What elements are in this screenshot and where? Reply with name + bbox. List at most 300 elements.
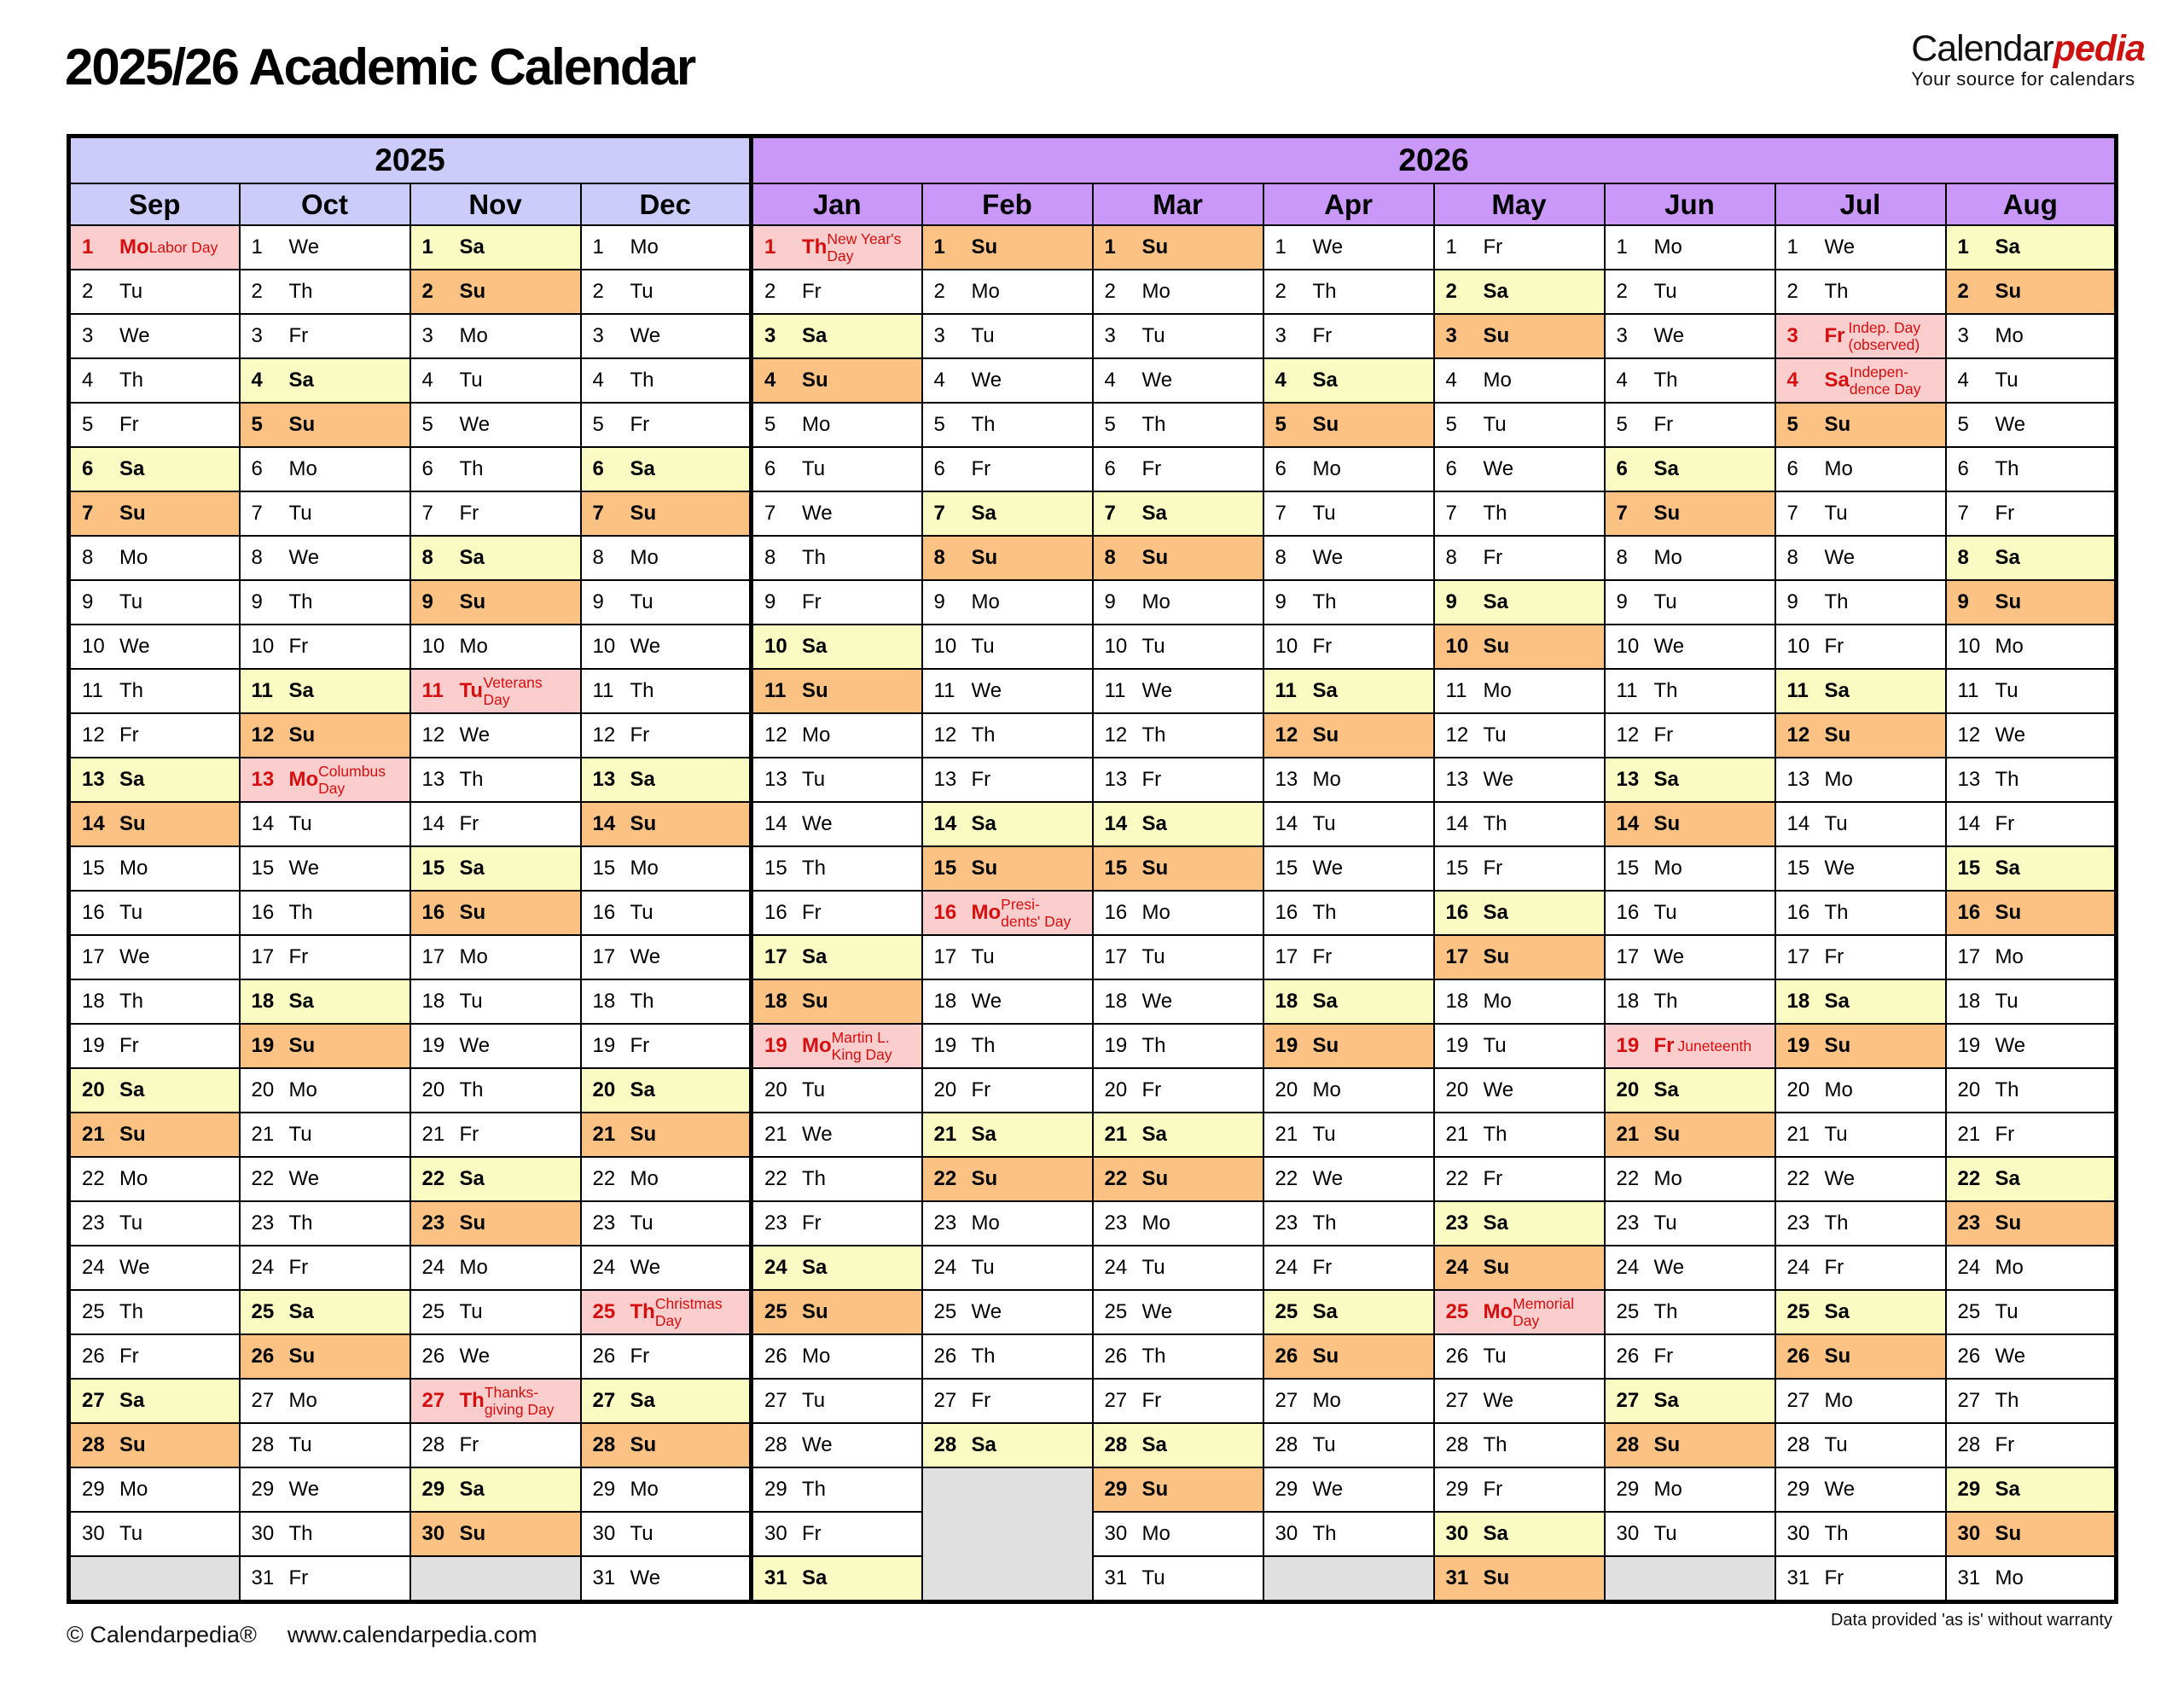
day-cell-jul-18 bbox=[1775, 979, 1946, 1024]
day-number: 24 bbox=[592, 1256, 616, 1279]
day-cell-may-13 bbox=[1434, 758, 1605, 802]
day-number: 28 bbox=[764, 1433, 787, 1456]
day-number: 3 bbox=[1104, 324, 1116, 347]
day-cell-apr-19 bbox=[1263, 1024, 1434, 1068]
weekday-label: Sa bbox=[1483, 280, 1508, 303]
holiday-label: Indepen- dence Day bbox=[1849, 363, 1921, 398]
weekday-label: Tu bbox=[1312, 812, 1336, 835]
weekday-label: Fr bbox=[288, 635, 309, 658]
day-number: 28 bbox=[1616, 1433, 1640, 1456]
day-cell-oct-25 bbox=[240, 1290, 410, 1334]
day-number: 15 bbox=[1616, 857, 1640, 880]
day-cell-oct-15 bbox=[240, 846, 410, 891]
day-cell-dec-2 bbox=[581, 270, 752, 314]
day-number: 17 bbox=[1104, 945, 1128, 968]
day-number: 2 bbox=[592, 280, 604, 303]
day-cell-nov-20 bbox=[410, 1068, 581, 1113]
day-cell-jan-25 bbox=[752, 1290, 922, 1334]
month-header-feb: Feb bbox=[922, 183, 1093, 225]
weekday-label: Mo bbox=[1141, 1522, 1170, 1545]
day-number: 4 bbox=[421, 369, 433, 392]
weekday-label: Sa bbox=[1653, 768, 1679, 791]
day-number: 14 bbox=[933, 812, 957, 835]
day-number: 29 bbox=[764, 1478, 787, 1501]
day-number: 8 bbox=[421, 546, 433, 569]
day-cell-jul-12 bbox=[1775, 713, 1946, 758]
weekday-label: Mo bbox=[119, 857, 148, 880]
day-cell-aug-16 bbox=[1946, 891, 2117, 935]
day-cell-may-3 bbox=[1434, 314, 1605, 358]
weekday-label: Tu bbox=[1141, 1566, 1165, 1589]
day-number: 24 bbox=[1786, 1256, 1810, 1279]
day-number: 12 bbox=[933, 723, 957, 747]
day-cell-sep-9 bbox=[69, 580, 240, 625]
day-number: 29 bbox=[1275, 1478, 1298, 1501]
day-cell-jun-22 bbox=[1605, 1157, 1775, 1201]
weekday-label: Sa bbox=[630, 1389, 655, 1412]
weekday-label: Sa bbox=[1995, 546, 2020, 569]
weekday-label: Tu bbox=[1483, 723, 1507, 747]
day-number: 16 bbox=[933, 901, 957, 924]
day-number: 16 bbox=[82, 901, 105, 924]
day-cell-jan-13 bbox=[752, 758, 922, 802]
day-number: 13 bbox=[1616, 768, 1640, 791]
day-number: 23 bbox=[1786, 1211, 1810, 1235]
weekday-label: Mo bbox=[971, 590, 1000, 613]
day-number: 10 bbox=[251, 635, 275, 658]
day-number: 3 bbox=[764, 324, 776, 347]
day-number: 7 bbox=[251, 502, 263, 525]
weekday-label: Su bbox=[971, 235, 998, 259]
day-cell-jan-8 bbox=[752, 536, 922, 580]
weekday-label: Tu bbox=[1483, 413, 1507, 436]
weekday-label: We bbox=[459, 1345, 491, 1368]
weekday-label: Fr bbox=[1653, 413, 1674, 436]
weekday-label: Th bbox=[1141, 1345, 1166, 1368]
weekday-label: Th bbox=[1653, 1300, 1678, 1323]
day-number: 7 bbox=[1957, 502, 1969, 525]
day-cell-jan-18 bbox=[752, 979, 922, 1024]
day-cell-jul-13 bbox=[1775, 758, 1946, 802]
day-number: 10 bbox=[592, 635, 616, 658]
weekday-label: Th bbox=[119, 369, 144, 392]
weekday-label: We bbox=[1312, 1478, 1344, 1501]
day-number: 22 bbox=[764, 1167, 787, 1190]
day-cell-feb-25 bbox=[922, 1290, 1093, 1334]
day-cell-oct-28 bbox=[240, 1423, 410, 1467]
day-number: 27 bbox=[251, 1389, 275, 1412]
day-number: 4 bbox=[1445, 369, 1457, 392]
day-cell-dec-7 bbox=[581, 491, 752, 536]
day-number: 26 bbox=[251, 1345, 275, 1368]
day-cell-feb-6 bbox=[922, 447, 1093, 491]
day-number: 23 bbox=[1104, 1211, 1128, 1235]
weekday-label: Tu bbox=[1141, 635, 1165, 658]
day-cell-dec-9 bbox=[581, 580, 752, 625]
day-number: 10 bbox=[1275, 635, 1298, 658]
weekday-label: Su bbox=[1312, 413, 1339, 436]
day-cell-jun-21 bbox=[1605, 1113, 1775, 1157]
day-cell-aug-18 bbox=[1946, 979, 2117, 1024]
weekday-label: Su bbox=[1483, 945, 1510, 968]
day-number: 15 bbox=[933, 857, 957, 880]
day-cell-sep-11 bbox=[69, 669, 240, 713]
day-cell-jun-10 bbox=[1605, 625, 1775, 669]
day-cell-apr-16 bbox=[1263, 891, 1434, 935]
weekday-label: Mo bbox=[1653, 235, 1682, 259]
day-number: 7 bbox=[1104, 502, 1116, 525]
day-cell-oct-8 bbox=[240, 536, 410, 580]
weekday-label: Fr bbox=[630, 1345, 650, 1368]
weekday-label: Sa bbox=[119, 768, 145, 791]
day-number: 9 bbox=[1104, 590, 1116, 613]
weekday-label: Th bbox=[1995, 768, 2019, 791]
day-number: 29 bbox=[1104, 1478, 1128, 1501]
day-number: 18 bbox=[764, 990, 787, 1013]
day-cell-jul-11 bbox=[1775, 669, 1946, 713]
day-number: 6 bbox=[1275, 457, 1287, 480]
day-number: 18 bbox=[1957, 990, 1981, 1013]
day-number: 15 bbox=[1445, 857, 1469, 880]
weekday-label: Fr bbox=[1824, 945, 1844, 968]
day-cell-jan-31 bbox=[752, 1556, 922, 1602]
weekday-label: Th bbox=[1483, 1123, 1507, 1146]
month-header-nov: Nov bbox=[410, 183, 581, 225]
day-number: 6 bbox=[1445, 457, 1457, 480]
weekday-label: Mo bbox=[1653, 546, 1682, 569]
day-cell-dec-4 bbox=[581, 358, 752, 403]
month-header-jan: Jan bbox=[752, 183, 922, 225]
weekday-label: Su bbox=[119, 812, 146, 835]
day-number: 13 bbox=[933, 768, 957, 791]
weekday-label: Fr bbox=[1483, 1167, 1503, 1190]
calendarpedia-link[interactable]: www.calendarpedia.com bbox=[287, 1622, 537, 1647]
day-number: 19 bbox=[1957, 1034, 1981, 1057]
day-number: 25 bbox=[1957, 1300, 1981, 1323]
day-cell-may-8 bbox=[1434, 536, 1605, 580]
day-number: 31 bbox=[251, 1566, 275, 1589]
weekday-label: Fr bbox=[1483, 1478, 1503, 1501]
day-cell-sep-12 bbox=[69, 713, 240, 758]
day-number: 20 bbox=[1616, 1078, 1640, 1101]
weekday-label: Su bbox=[802, 369, 828, 392]
day-cell-feb-11 bbox=[922, 669, 1093, 713]
weekday-label: Sa bbox=[971, 502, 996, 525]
day-cell-may-16 bbox=[1434, 891, 1605, 935]
day-number: 9 bbox=[592, 590, 604, 613]
logo-text-red: pedia bbox=[2053, 28, 2145, 69]
day-number: 13 bbox=[592, 768, 616, 791]
weekday-label: Fr bbox=[1995, 502, 2015, 525]
day-cell-aug-23 bbox=[1946, 1201, 2117, 1246]
weekday-label: Th bbox=[459, 1389, 485, 1412]
day-number: 16 bbox=[1957, 901, 1981, 924]
day-cell-aug-20 bbox=[1946, 1068, 2117, 1113]
holiday-label: Labor Day bbox=[148, 238, 218, 256]
day-number: 16 bbox=[1104, 901, 1128, 924]
logo-wordmark bbox=[1911, 28, 2145, 69]
day-number: 27 bbox=[933, 1389, 957, 1412]
day-number: 30 bbox=[1445, 1522, 1469, 1545]
weekday-label: Mo bbox=[802, 1345, 831, 1368]
day-number: 3 bbox=[1786, 324, 1798, 347]
day-number: 24 bbox=[933, 1256, 957, 1279]
weekday-label: Mo bbox=[288, 457, 317, 480]
day-cell-apr-15 bbox=[1263, 846, 1434, 891]
weekday-label: Fr bbox=[459, 1123, 479, 1146]
day-number: 2 bbox=[1445, 280, 1457, 303]
day-number: 4 bbox=[82, 369, 94, 392]
day-number: 25 bbox=[1104, 1300, 1128, 1323]
weekday-label: Th bbox=[1312, 280, 1337, 303]
day-number: 1 bbox=[421, 235, 433, 259]
day-number: 6 bbox=[82, 457, 94, 480]
day-cell-aug-31 bbox=[1946, 1556, 2117, 1602]
day-cell-dec-5 bbox=[581, 403, 752, 447]
day-cell-nov-7 bbox=[410, 491, 581, 536]
holiday-label: Thanks- giving Day bbox=[484, 1383, 555, 1418]
day-cell-feb-13 bbox=[922, 758, 1093, 802]
day-number: 3 bbox=[1275, 324, 1287, 347]
day-number: 15 bbox=[592, 857, 616, 880]
day-cell-dec-18 bbox=[581, 979, 752, 1024]
day-cell-feb-15 bbox=[922, 846, 1093, 891]
day-cell-jul-10 bbox=[1775, 625, 1946, 669]
day-cell-mar-13 bbox=[1093, 758, 1263, 802]
day-cell-nov-18 bbox=[410, 979, 581, 1024]
weekday-label: Fr bbox=[1483, 235, 1503, 259]
weekday-label: Sa bbox=[1483, 901, 1508, 924]
day-cell-sep-23 bbox=[69, 1201, 240, 1246]
day-cell-jun-2 bbox=[1605, 270, 1775, 314]
weekday-label: We bbox=[1312, 546, 1344, 569]
day-number: 4 bbox=[1275, 369, 1287, 392]
day-number: 29 bbox=[1786, 1478, 1810, 1501]
day-number: 28 bbox=[1445, 1433, 1469, 1456]
day-number: 11 bbox=[1616, 679, 1638, 702]
day-number: 20 bbox=[1104, 1078, 1128, 1101]
day-number: 29 bbox=[251, 1478, 275, 1501]
day-number: 15 bbox=[764, 857, 787, 880]
day-number: 1 bbox=[592, 235, 604, 259]
weekday-label: Sa bbox=[802, 324, 828, 347]
day-cell-nov-1 bbox=[410, 225, 581, 270]
weekday-label: Sa bbox=[971, 1433, 996, 1456]
calendar-table bbox=[67, 134, 2118, 1604]
day-cell-jul-6 bbox=[1775, 447, 1946, 491]
day-number: 9 bbox=[1445, 590, 1457, 613]
weekday-label: Mo bbox=[1824, 1078, 1853, 1101]
day-cell-mar-25 bbox=[1093, 1290, 1263, 1334]
day-number: 23 bbox=[1275, 1211, 1298, 1235]
day-number: 8 bbox=[1445, 546, 1457, 569]
day-number: 21 bbox=[1786, 1123, 1810, 1146]
day-cell-oct-31 bbox=[240, 1556, 410, 1602]
weekday-label: Mo bbox=[119, 546, 148, 569]
day-number: 18 bbox=[1275, 990, 1298, 1013]
day-cell-jun-20 bbox=[1605, 1068, 1775, 1113]
weekday-label: Mo bbox=[1312, 457, 1341, 480]
day-cell-may-20 bbox=[1434, 1068, 1605, 1113]
day-number: 19 bbox=[1275, 1034, 1298, 1057]
weekday-label: Mo bbox=[1995, 945, 2024, 968]
day-number: 17 bbox=[1445, 945, 1469, 968]
day-number: 6 bbox=[1616, 457, 1628, 480]
weekday-label: Sa bbox=[288, 369, 314, 392]
day-cell-feb-26 bbox=[922, 1334, 1093, 1379]
day-cell-aug-30 bbox=[1946, 1512, 2117, 1556]
day-cell-oct-16 bbox=[240, 891, 410, 935]
day-cell-apr-24 bbox=[1263, 1246, 1434, 1290]
day-cell-jun-29 bbox=[1605, 1467, 1775, 1512]
day-cell-may-27 bbox=[1434, 1379, 1605, 1423]
day-number: 2 bbox=[421, 280, 433, 303]
day-number: 28 bbox=[1786, 1433, 1810, 1456]
day-number: 28 bbox=[1957, 1433, 1981, 1456]
day-cell-oct-1 bbox=[240, 225, 410, 270]
day-cell-feb-18 bbox=[922, 979, 1093, 1024]
weekday-label: Th bbox=[971, 1345, 996, 1368]
weekday-label: Su bbox=[1141, 546, 1169, 569]
day-cell-nov-9 bbox=[410, 580, 581, 625]
day-cell-feb-22 bbox=[922, 1157, 1093, 1201]
weekday-label: Fr bbox=[1653, 1345, 1674, 1368]
day-number: 23 bbox=[1616, 1211, 1640, 1235]
day-number: 21 bbox=[1957, 1123, 1981, 1146]
day-number: 25 bbox=[764, 1300, 787, 1323]
weekday-label: Fr bbox=[1653, 1034, 1675, 1057]
day-row-22 bbox=[69, 1157, 2117, 1201]
weekday-label: Mo bbox=[1824, 768, 1853, 791]
day-cell-may-17 bbox=[1434, 935, 1605, 979]
weekday-label: Sa bbox=[1824, 1300, 1850, 1323]
day-cell-mar-5 bbox=[1093, 403, 1263, 447]
day-number: 8 bbox=[1275, 546, 1287, 569]
day-cell-feb-7 bbox=[922, 491, 1093, 536]
day-number: 6 bbox=[592, 457, 604, 480]
weekday-label: Sa bbox=[1141, 1433, 1167, 1456]
day-cell-dec-24 bbox=[581, 1246, 752, 1290]
weekday-label: Sa bbox=[1483, 590, 1508, 613]
weekday-label: We bbox=[1141, 1300, 1173, 1323]
day-number: 3 bbox=[1616, 324, 1628, 347]
weekday-label: Fr bbox=[1141, 768, 1162, 791]
day-cell-jan-9 bbox=[752, 580, 922, 625]
day-cell-feb-28 bbox=[922, 1423, 1093, 1467]
weekday-label: Fr bbox=[802, 280, 822, 303]
day-cell-apr-6 bbox=[1263, 447, 1434, 491]
day-number: 19 bbox=[1445, 1034, 1469, 1057]
day-number: 3 bbox=[421, 324, 433, 347]
day-number: 5 bbox=[1957, 413, 1969, 436]
day-number: 22 bbox=[1616, 1167, 1640, 1190]
weekday-label: Mo bbox=[630, 1478, 659, 1501]
day-cell-may-4 bbox=[1434, 358, 1605, 403]
weekday-label: Mo bbox=[1995, 324, 2024, 347]
day-row-8 bbox=[69, 536, 2117, 580]
day-cell-mar-23 bbox=[1093, 1201, 1263, 1246]
weekday-label: Tu bbox=[630, 901, 653, 924]
day-cell-aug-14 bbox=[1946, 802, 2117, 846]
day-cell-jun-7 bbox=[1605, 491, 1775, 536]
day-number: 14 bbox=[1445, 812, 1469, 835]
day-number: 15 bbox=[1104, 857, 1128, 880]
holiday-label: Memorial Day bbox=[1513, 1294, 1575, 1329]
weekday-label: Su bbox=[1483, 635, 1510, 658]
weekday-label: Su bbox=[971, 857, 998, 880]
day-number: 5 bbox=[933, 413, 945, 436]
day-cell-oct-27 bbox=[240, 1379, 410, 1423]
weekday-label: Su bbox=[1312, 1034, 1339, 1057]
weekday-label: Mo bbox=[1824, 1389, 1853, 1412]
day-number: 27 bbox=[82, 1389, 105, 1412]
day-number: 7 bbox=[764, 502, 776, 525]
weekday-label: We bbox=[1312, 1167, 1344, 1190]
weekday-label: Th bbox=[802, 235, 828, 259]
weekday-label: Su bbox=[1141, 1478, 1169, 1501]
weekday-label: Sa bbox=[1824, 369, 1850, 392]
day-number: 9 bbox=[251, 590, 263, 613]
weekday-label: Sa bbox=[1653, 457, 1679, 480]
day-number: 25 bbox=[251, 1300, 275, 1323]
weekday-label: Tu bbox=[1995, 679, 2018, 702]
day-number: 27 bbox=[1616, 1389, 1640, 1412]
day-number: 20 bbox=[1786, 1078, 1810, 1101]
weekday-label: We bbox=[1141, 369, 1173, 392]
day-row-14 bbox=[69, 802, 2117, 846]
day-cell-sep-3 bbox=[69, 314, 240, 358]
day-cell-feb-27 bbox=[922, 1379, 1093, 1423]
day-number: 8 bbox=[933, 546, 945, 569]
day-number: 11 bbox=[764, 679, 787, 702]
day-number: 12 bbox=[1104, 723, 1128, 747]
day-number: 12 bbox=[1275, 723, 1298, 747]
day-cell-may-7 bbox=[1434, 491, 1605, 536]
weekday-label: Tu bbox=[1312, 502, 1336, 525]
day-number: 11 bbox=[1445, 679, 1467, 702]
day-cell-sep-28 bbox=[69, 1423, 240, 1467]
day-cell-jun-15 bbox=[1605, 846, 1775, 891]
day-row-18 bbox=[69, 979, 2117, 1024]
day-number: 18 bbox=[1104, 990, 1128, 1013]
weekday-label: Th bbox=[459, 768, 484, 791]
day-row-1 bbox=[69, 225, 2117, 270]
day-number: 2 bbox=[251, 280, 263, 303]
weekday-label: Tu bbox=[1312, 1123, 1336, 1146]
day-number: 14 bbox=[421, 812, 445, 835]
day-number: 9 bbox=[764, 590, 776, 613]
day-cell-jul-28 bbox=[1775, 1423, 1946, 1467]
weekday-label: Th bbox=[119, 1300, 144, 1323]
day-cell-dec-28 bbox=[581, 1423, 752, 1467]
day-number: 26 bbox=[1104, 1345, 1128, 1368]
weekday-label: Su bbox=[802, 990, 828, 1013]
day-cell-may-15 bbox=[1434, 846, 1605, 891]
day-number: 26 bbox=[1616, 1345, 1640, 1368]
day-number: 6 bbox=[1957, 457, 1969, 480]
day-number: 3 bbox=[592, 324, 604, 347]
weekday-label: Mo bbox=[119, 235, 149, 259]
day-number: 21 bbox=[251, 1123, 275, 1146]
day-number: 20 bbox=[592, 1078, 616, 1101]
weekday-label: Fr bbox=[1141, 457, 1162, 480]
day-number: 18 bbox=[933, 990, 957, 1013]
weekday-label: Su bbox=[971, 1167, 998, 1190]
day-cell-jul-27 bbox=[1775, 1379, 1946, 1423]
day-cell-nov-15 bbox=[410, 846, 581, 891]
day-number: 3 bbox=[933, 324, 945, 347]
day-number: 31 bbox=[1445, 1566, 1469, 1589]
